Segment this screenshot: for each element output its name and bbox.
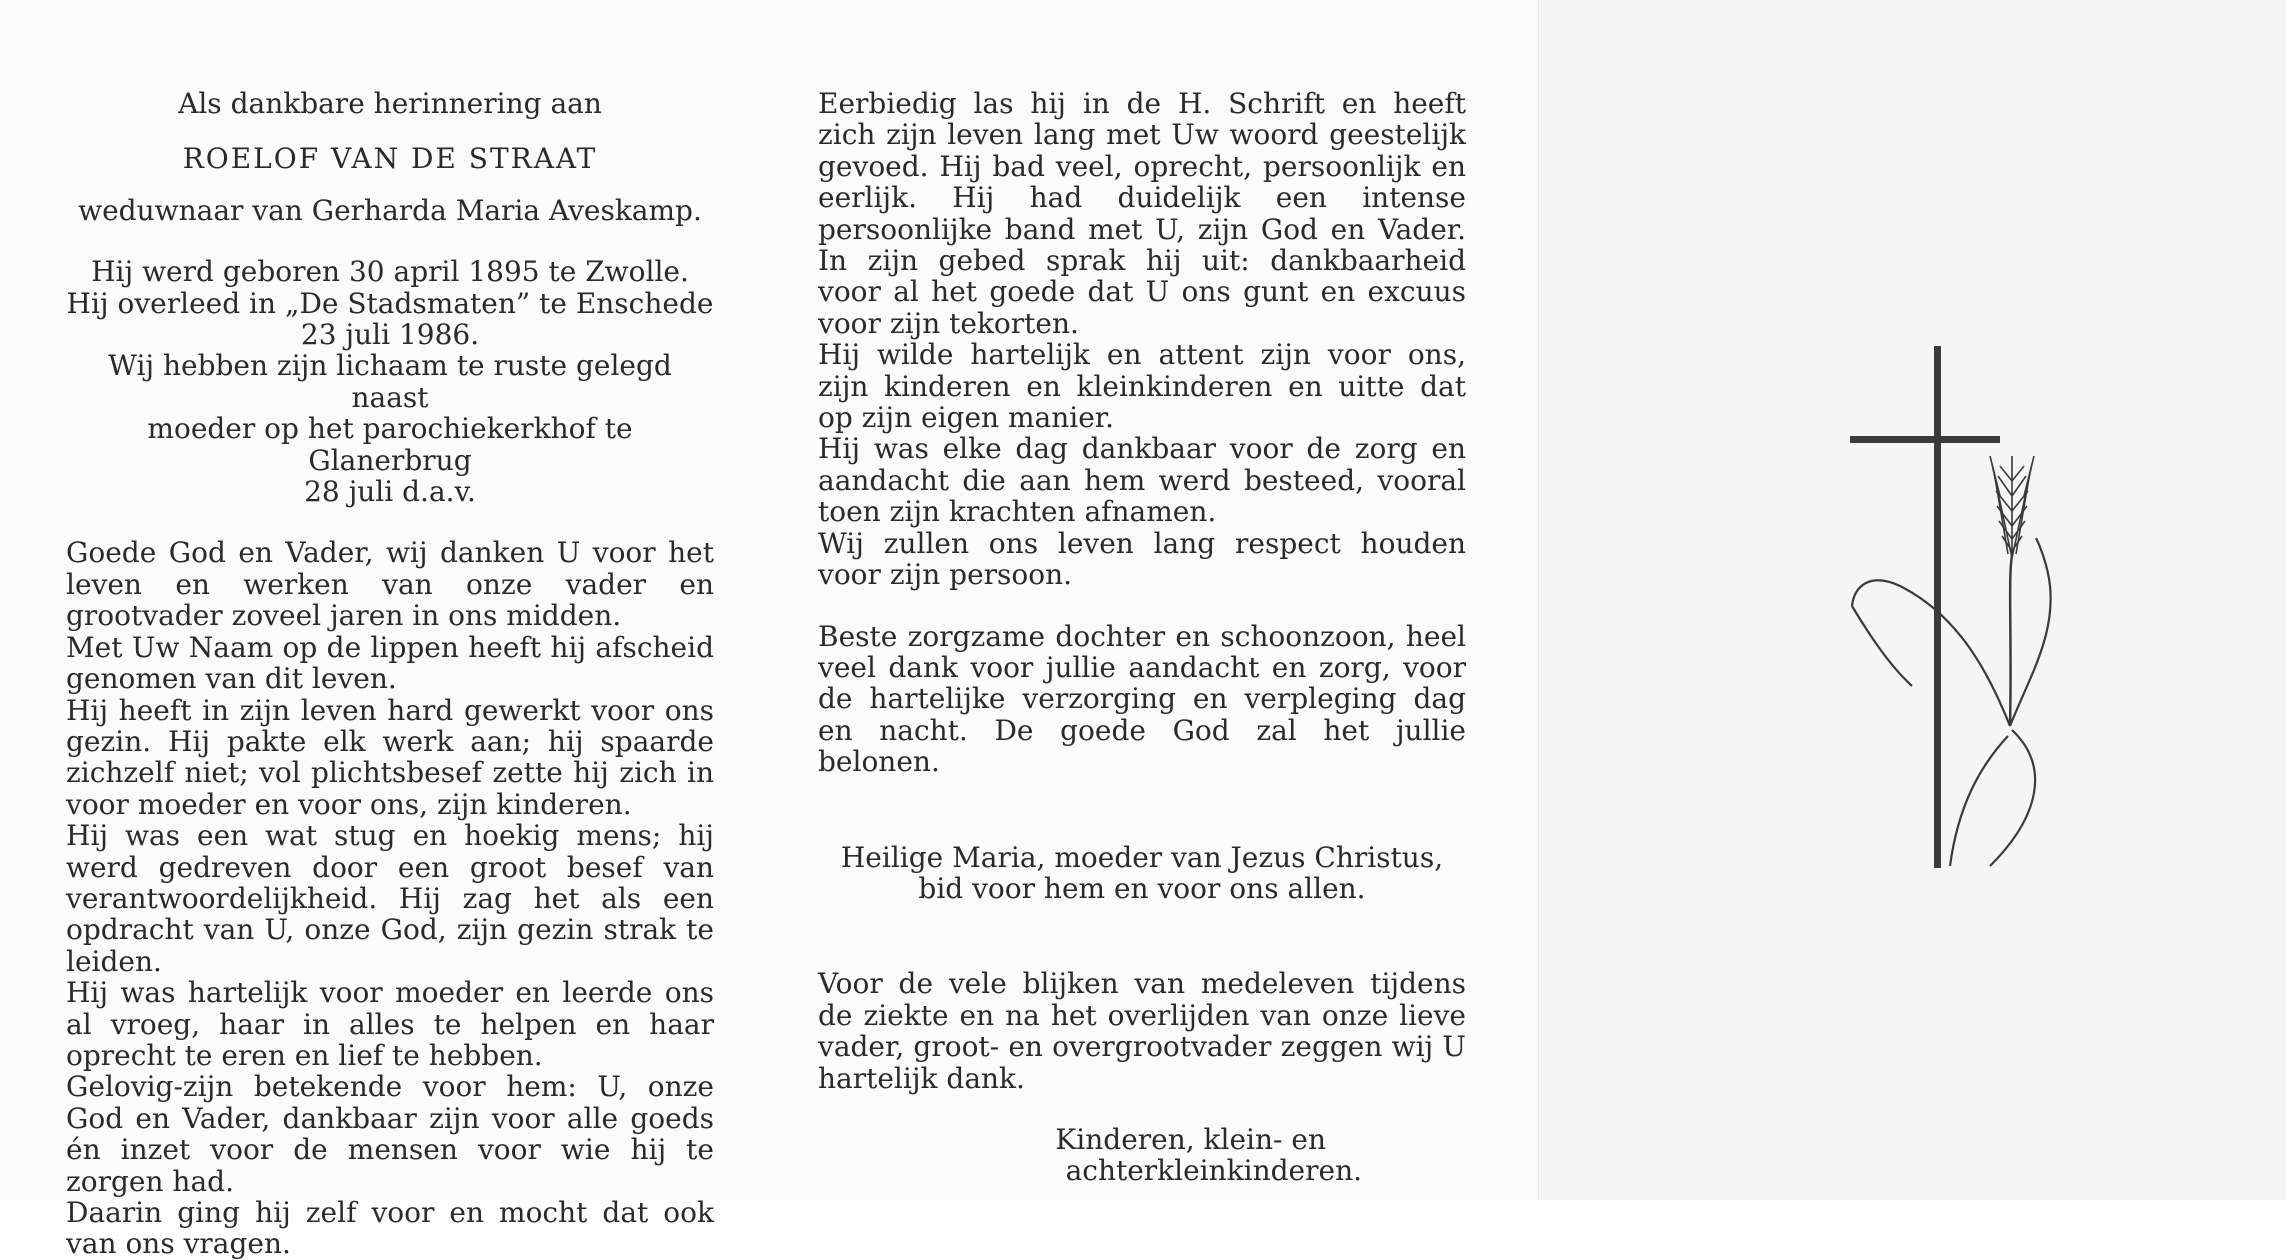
faith-paragraph: Wij zullen ons leven lang respect houden voor zijn persoon. [818, 526, 1466, 592]
birth-line: Hij werd geboren 30 april 1895 te Zwolle. [91, 255, 689, 289]
prayer-line-1: Heilige Maria, moeder van Jezus Christus, [840, 840, 1444, 874]
tribute-paragraph: Goede God en Vader, wij danken U voor het leven en werken van onze vader en grootvader zoveel jaren in ons midden. [66, 536, 714, 633]
thanks-sympathy-paragraph: Voor de vele blijken van medeleven tijdens de ziekte en na het overlijden van onze lieve vader, groot- en overgrootvader zeggen wij U hartelijk dank. [818, 967, 1466, 1095]
death-line-1: Hij overleed in „De Stadsmaten” te Enschede [66, 286, 714, 320]
thanks-family-paragraph: Beste zorgzame dochter en schoonzoon, heel veel dank voor jullie aandacht en zorg, voor de hartelijke verzorging en verpleging dag en nacht. De goede God zal het jullie belonen. [818, 619, 1466, 779]
tribute-paragraph: Gelovig-zijn betekende voor hem: U, onze God en Vader, dankbaar zijn voor alle goeds én inzet voor de mensen voor wie hij te zorgen had. [66, 1070, 714, 1198]
signature-line-1: Kinderen, klein- en [1055, 1122, 1326, 1156]
burial-line-3: 28 juli d.a.v. [304, 475, 476, 509]
burial-line-2: moeder op het parochiekerkhof te Glanerbrug [147, 412, 633, 477]
tribute-paragraph: Met Uw Naam op de lippen heeft hij afscheid genomen van dit leven. [66, 630, 714, 696]
death-line-2: 23 juli 1986. [300, 318, 480, 352]
widower-line: weduwnaar van Gerharda Maria Aveskamp. [78, 193, 702, 227]
left-column [66, 88, 714, 1260]
faith-paragraph: Eerbiedig las hij in de H. Schrift en heeft zich zijn leven lang met Uw woord geestelijk gevoed. Hij bad veel, oprecht, persoonlijk en eerlijk. Hij had duidelijk een intense persoonlijke band met U, zijn God en Vader. In zijn gebed sprak hij uit: dankbaarheid voor al het goede dat U ons gunt en excuus voor zijn tekorten. [818, 87, 1466, 340]
tribute-paragraph: Daarin ging hij zelf voor en mocht dat ook van ons vragen. [66, 1196, 714, 1260]
deceased-name: ROELOF VAN DE STRAAT [182, 142, 598, 176]
middle-column [818, 88, 1466, 1187]
tribute-paragraph: Hij was een wat stug en hoekig mens; hij werd gedreven door een groot besef van verantwoordelijkheid. Hij zag het als een opdracht van U, onze God, zijn gezin strak te leiden. [66, 819, 714, 978]
prayer-line-2: bid voor hem en voor ons allen. [918, 871, 1366, 905]
burial-line-1: Wij hebben zijn lichaam te ruste gelegd naast [108, 349, 672, 414]
tribute-paragraph: Hij heeft in zijn leven hard gewerkt voor ons gezin. Hij pakte elk werk aan; hij spaarde zichzelf niet; vol plichtsbesef zette hij zich in voor moeder en voor ons, zijn kinderen. [66, 693, 714, 821]
faith-paragraph: Hij was elke dag dankbaar voor de zorg en aandacht die aan hem werd besteed, vooral toen zijn krachten afnamen. [818, 432, 1466, 529]
intro-line: Als dankbare herinnering aan [178, 87, 602, 120]
signature-line-2: achterkleinkinderen. [1065, 1154, 1362, 1188]
faith-paragraph: Hij wilde hartelijk en attent zijn voor ons, zijn kinderen en kleinkinderen en uitte dat op zijn eigen manier. [818, 338, 1466, 435]
tribute-paragraph: Hij was hartelijk voor moeder en leerde ons al vroeg, haar in alles te helpen en haar oprecht te eren en lief te hebben. [66, 976, 714, 1072]
cross-with-wheat-icon [1840, 346, 2090, 876]
